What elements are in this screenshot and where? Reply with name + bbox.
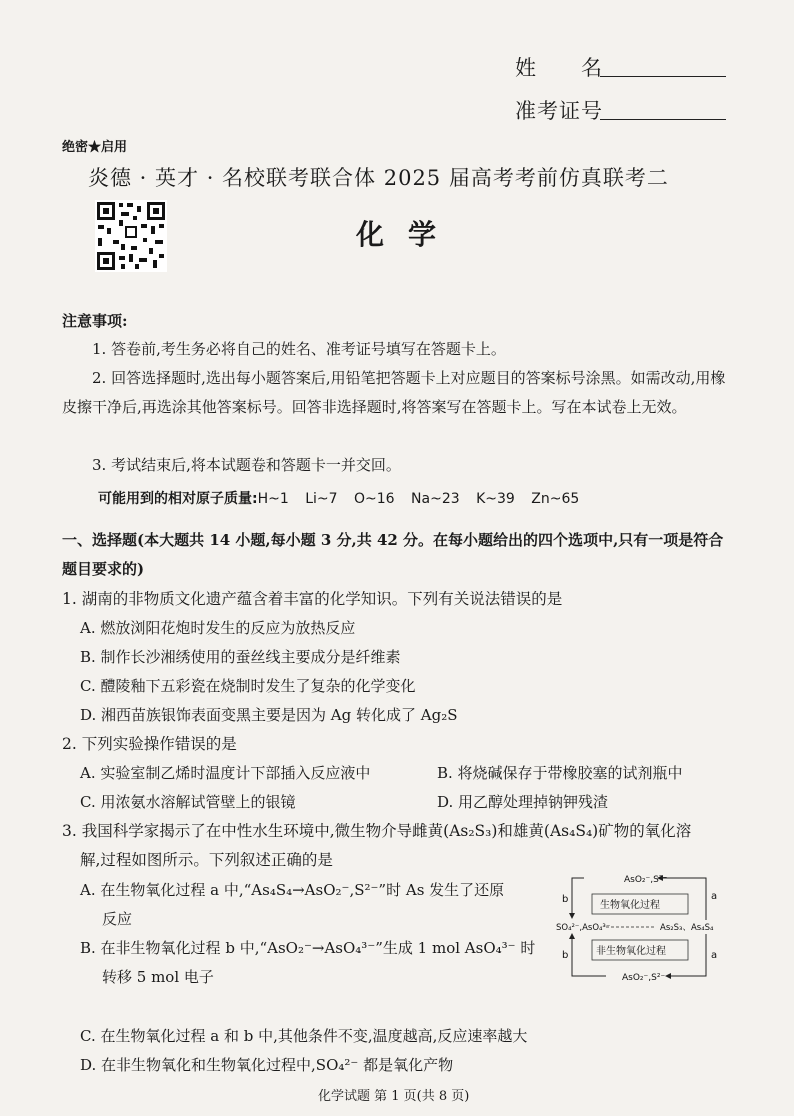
question-2-option-d: D. 用乙醇处理掉钠钾残渣 — [437, 793, 609, 811]
label-b-top: b — [562, 894, 569, 905]
question-2-stem: 2. 下列实验操作错误的是 — [62, 735, 237, 753]
top-product: AsO₂⁻,S²⁻ — [624, 875, 668, 885]
question-3-option-b: B. 在非生物氧化过程 b 中,“AsO₂⁻→AsO₄³⁻”生成 1 mol AsO₄³⁻ 时 — [80, 939, 536, 957]
question-1-option-b: B. 制作长沙湘绣使用的蚕丝线主要成分是纤维素 — [80, 648, 401, 666]
label-b-bottom: b — [562, 950, 569, 961]
question-1-option-c: C. 醴陵釉下五彩瓷在烧制时发生了复杂的化学变化 — [80, 677, 416, 695]
loop-a-top — [692, 878, 706, 920]
loop-b-top — [572, 878, 584, 918]
bottom-product: AsO₂⁻,S²⁻ — [622, 973, 666, 983]
question-2-option-a: A. 实验室制乙烯时温度计下部插入反应液中 — [80, 764, 371, 782]
notice-item-3: 3. 考试结束后,将本试题卷和答题卡一并交回。 — [92, 456, 401, 474]
label-a-top: a — [711, 891, 718, 902]
atomic-masses — [98, 488, 579, 508]
name-label: 姓 名 — [515, 56, 603, 80]
question-2-option-b: B. 将烧碱保存于带橡胶塞的试剂瓶中 — [437, 764, 683, 782]
atomic-mass-item: O~16 — [354, 491, 395, 507]
section-heading: 一、选择题(本大题共 14 小题,每小题 3 分,共 42 分。在每小题给出的四个选项中,只有一项是符合题目要求的) — [62, 531, 724, 578]
exam-id-label: 准考证号 — [515, 99, 603, 123]
bio-process-label: 生物氧化过程 — [600, 900, 660, 911]
reaction-diagram — [556, 866, 736, 986]
exam-id-field[interactable] — [600, 95, 726, 120]
question-1-option-d: D. 湘西苗族银饰表面变黑主要是因为 Ag 转化成了 Ag₂S — [80, 706, 458, 724]
minerals: As₂S₃、As₄S₄ — [660, 923, 714, 933]
question-3-stem-line-2: 解,过程如图所示。下列叙述正确的是 — [80, 851, 333, 869]
atomic-mass-item: K~39 — [476, 491, 515, 507]
notice-item-1: 1. 答卷前,考生务必将自己的姓名、准考证号填写在答题卡上。 — [92, 340, 506, 358]
left-product: SO₄²⁻,AsO₄³⁻ — [556, 923, 611, 933]
notice-heading: 注意事项: — [62, 312, 128, 330]
atomic-mass-item: Li~7 — [305, 491, 338, 507]
label-a-bottom: a — [711, 950, 718, 961]
question-3-option-a: A. 在生物氧化过程 a 中,“As₄S₄→AsO₂⁻,S²⁻”时 As 发生了还原 — [80, 881, 505, 899]
subject-title: 化学 — [356, 218, 461, 251]
atomic-mass-item: H~1 — [257, 491, 289, 507]
question-2-option-c: C. 用浓氨水溶解试管壁上的银镜 — [80, 793, 296, 811]
atomic-masses-label: 可能用到的相对原子质量: — [98, 491, 258, 507]
question-3-option-d: D. 在非生物氧化和生物氧化过程中,SO₄²⁻ 都是氧化产物 — [80, 1056, 454, 1074]
question-3-stem-line-1: 3. 我国科学家揭示了在中性水生环境中,微生物介导雌黄(As₂S₃)和雄黄(As₄S₄)矿物的氧化溶 — [62, 822, 692, 840]
page-title: 炎德 · 英才 · 名校联考联合体 2025 届高考考前仿真联考二 — [88, 166, 669, 190]
notice-item-2: 2. 回答选择题时,选出每小题答案后,用铅笔把答题卡上对应题目的答案标号涂黑。如需改动,用橡皮擦干净后,再选涂其他答案标号。回答非选择题时,将答案写在答题卡上。写在本试卷上无效。 — [62, 369, 726, 416]
page-footer: 化学试题 第 1 页(共 8 页) — [318, 1089, 470, 1104]
question-1-stem: 1. 湖南的非物质文化遗产蕴含着丰富的化学知识。下列有关说法错误的是 — [62, 590, 563, 608]
question-3-option-c: C. 在生物氧化过程 a 和 b 中,其他条件不变,温度越高,反应速率越大 — [80, 1027, 528, 1045]
qr-code — [95, 200, 167, 272]
atomic-mass-item: Na~23 — [411, 491, 460, 507]
name-field[interactable] — [600, 52, 726, 77]
question-1-option-a: A. 燃放浏阳花炮时发生的反应为放热反应 — [80, 619, 356, 637]
secret-label: 绝密★启用 — [62, 140, 128, 155]
question-3-option-a-cont: 反应 — [102, 910, 133, 928]
atomic-mass-item: Zn~65 — [531, 491, 580, 507]
question-3-option-b-cont: 转移 5 mol 电子 — [102, 968, 214, 986]
nonbio-process-label: 非生物氧化过程 — [596, 946, 666, 957]
